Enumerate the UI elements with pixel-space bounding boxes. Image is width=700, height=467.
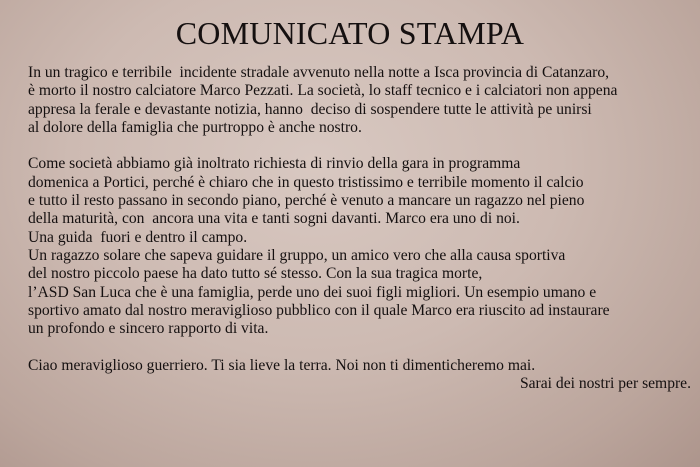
text-line: della maturità, con ancora una vita e tanti sogni davanti. Marco era uno di noi. [28, 210, 520, 228]
paragraph-spacer [28, 338, 696, 356]
page-title: COMUNICATO STAMPA [175, 15, 525, 51]
text-line: Una guida fuori e dentro il campo. [28, 228, 248, 246]
paragraph-accident [28, 64, 696, 137]
press-release-body [28, 64, 696, 393]
text-line: Un ragazzo solare che sapeva guidare il gruppo, un amico vero che alla causa sportiva [28, 246, 566, 264]
text-line: è morto il nostro calciatore Marco Pezzati. La società, lo staff tecnico e i calciatori non appena [28, 82, 618, 100]
text-line: appresa la ferale e devastante notizia, hanno deciso di sospendere tutte le attività pe unirsi [28, 100, 592, 118]
text-line: del nostro piccolo paese ha dato tutto sé stesso. Con la sua tragica morte, [28, 265, 483, 283]
text-line: e tutto il resto passano in secondo piano, perché è venuto a mancare un ragazzo nel pieno [28, 192, 585, 210]
text-line: al dolore della famiglia che purtroppo è anche nostro. [28, 118, 362, 136]
text-line: sportivo amato dal nostro meraviglioso pubblico con il quale Marco era riuscito ad instaurare [28, 301, 610, 319]
paragraph-tribute [28, 155, 696, 338]
signoff-line: Sarai dei nostri per sempre. [519, 375, 691, 393]
text-line: Come società abbiamo già inoltrato richiesta di rinvio della gara in programma [28, 155, 521, 173]
closing-line: Ciao meraviglioso guerriero. Ti sia lieve la terra. Noi non ti dimenticheremo mai. [28, 356, 536, 374]
text-line: l’ASD San Luca che è una famiglia, perde uno dei suoi figli migliori. Un esempio umano e [28, 283, 597, 301]
text-line: In un tragico e terribile incidente stradale avvenuto nella notte a Isca provincia di Catanzaro, [28, 64, 610, 81]
text-line: domenica a Portici, perché è chiaro che in questo tristissimo e terribile momento il calcio [28, 173, 584, 191]
paragraph-spacer [28, 137, 696, 155]
text-line: un profondo e sincero rapporto di vita. [28, 320, 269, 338]
